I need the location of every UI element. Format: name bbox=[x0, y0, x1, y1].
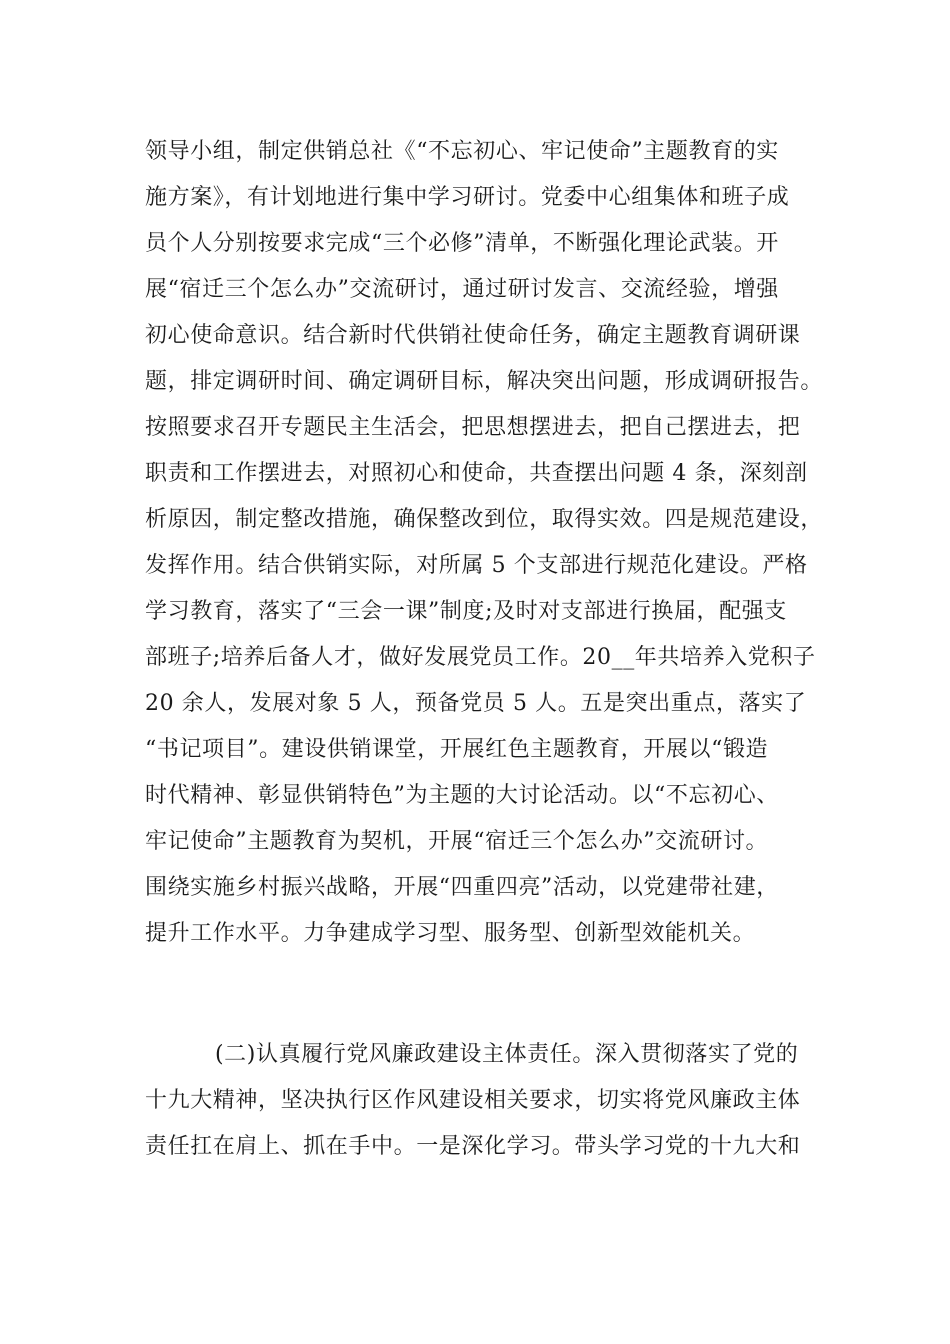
paragraph-line: 责任扛在肩上、抓在手中。一是深化学习。带头学习党的十九大和 bbox=[145, 1134, 801, 1159]
paragraph-line: 围绕实施乡村振兴战略，开展“四重四亮”活动，以党建带社建， bbox=[145, 875, 779, 900]
paragraph-line: 牢记使命”主题教育为契机，开展“宿迁三个怎么办”交流研讨。 bbox=[145, 829, 769, 854]
paragraph-line: 时代精神、彰显供销特色”为主题的大讨论活动。以“不忘初心、 bbox=[145, 783, 779, 808]
paragraph-line: 部班子;培养后备人才，做好发展党员工作。20__年共培养入党积子 bbox=[145, 645, 816, 670]
paragraph-line: 析原因，制定整改措施，确保整改到位，取得实效。四是规范建设， bbox=[145, 507, 824, 532]
paragraph-line: “书记项目”。建设供销课堂，开展红色主题教育，开展以“锻造 bbox=[145, 737, 769, 762]
paragraph-line: 20 余人，发展对象 5 人，预备党员 5 人。五是突出重点，落实了 bbox=[145, 691, 807, 716]
paragraph-line: 按照要求召开专题民主生活会，把思想摆进去，把自己摆进去，把 bbox=[145, 415, 801, 440]
paragraph-line: 发挥作用。结合供销实际，对所属 5 个支部进行规范化建设。严格 bbox=[145, 553, 808, 578]
paragraph-line: 学习教育，落实了“三会一课”制度;及时对支部进行换届，配强支 bbox=[145, 599, 787, 624]
paragraph-line: 十九大精神，坚决执行区作风建设相关要求，切实将党风廉政主体 bbox=[145, 1088, 801, 1113]
paragraph-line: 员个人分别按要求完成“三个必修”清单，不断强化理论武装。开 bbox=[145, 231, 779, 256]
paragraph-line: 提升工作水平。力争建成学习型、服务型、创新型效能机关。 bbox=[145, 921, 756, 946]
paragraph-line: 领导小组，制定供销总社《“不忘初心、牢记使命”主题教育的实 bbox=[145, 139, 779, 164]
paragraph-line: 施方案》，有计划地进行集中学习研讨。党委中心组集体和班子成 bbox=[145, 185, 790, 210]
paragraph-line: 展“宿迁三个怎么办”交流研讨，通过研讨发言、交流经验，增强 bbox=[145, 277, 779, 302]
paragraph-line: 职责和工作摆进去，对照初心和使命，共查摆出问题 4 条，深刻剖 bbox=[145, 461, 808, 486]
paragraph-line: 题，排定调研时间、确定调研目标，解决突出问题，形成调研报告。 bbox=[145, 369, 824, 394]
paragraph-line: (二)认真履行党风廉政建设主体责任。深入贯彻落实了党的 bbox=[215, 1042, 799, 1067]
paragraph-line: 初心使命意识。结合新时代供销社使命任务，确定主题教育调研课 bbox=[145, 323, 801, 348]
